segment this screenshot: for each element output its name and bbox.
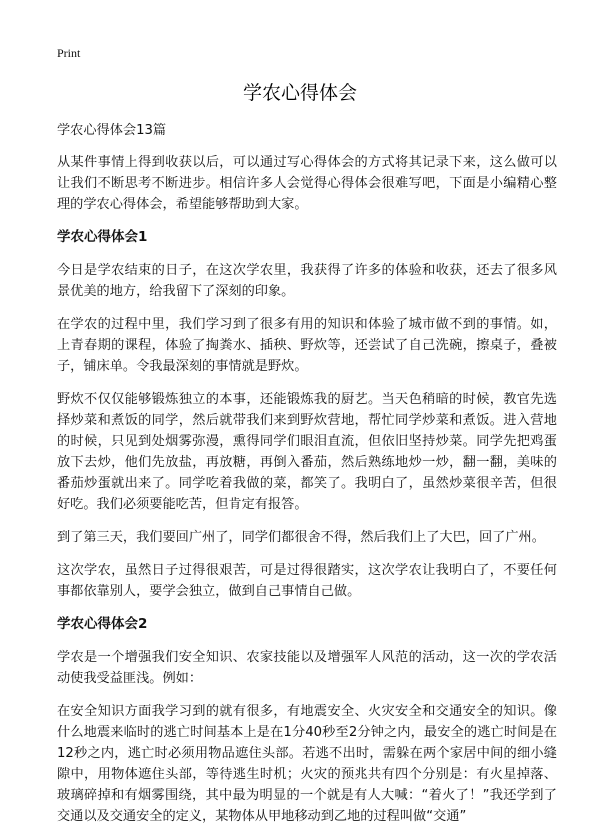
page-title: 学农心得体会 [242,82,357,104]
paragraph: 到了第三天，我们要回广州了，同学们都很舍不得，然后我们上了大巴，回了广州。 [57,530,545,545]
paragraph: 今日是学农结束的日子，在这次学农里，我获得了许多的体验和收获，还去了很多风景优美的地方，给我留下了深刻的印象。 [57,263,557,299]
paragraph: 在学农的过程中里，我们学习到了很多有用的知识和体验了城市做不到的事情。如，上青春期的课程，体验了掏粪水、插秧、野炊等，还尝试了自己洗碗，擦桌子，叠被子，铺床单。令我最深刻的事情就是野炊。 [57,317,557,374]
intro-paragraph: 从某件事情上得到收获以后，可以通过写心得体会的方式将其记录下来，这么做可以让我们不断思考不断进步。相信许多人会觉得心得体会很难写吧，下面是小编精心整理的学农心得体会，希望能够帮助到大家。 [57,155,557,212]
paragraph: 学农是一个增强我们安全知识、农家技能以及增强军人风范的活动，这一次的学农活动使我受益匪浅。例如： [57,650,557,686]
print-link[interactable]: Print [57,46,81,60]
paragraph: 这次学农，虽然日子过得很艰苦，可是过得很踏实，这次学农让我明白了，不要任何事都依靠别人，要学会独立，做到自己事情自己做。 [57,563,557,599]
section-heading: 学农心得体会1 [57,229,148,245]
article-body [57,120,557,839]
article-subtitle: 学农心得体会13篇 [57,123,167,138]
paragraph: 在安全知识方面我学习到的就有很多，有地震安全、火灾安全和交通安全的知识。像什么地震来临时的逃亡时间基本上是在1分40秒至2分钟之内，最安全的逃亡时间是在12秒之内，逃亡时必须用物品遮住头部。若逃不出时，需躲在两个家居中间的细小缝隙中，用物体遮住头部，等待逃生时机；火灾的预兆共有四个分别是：有火星掉落、玻璃碎掉和有烟雾围绕，其中最为明显的一个就是有人大喊：“着火了！”我还学到了交通以及交通安全的定义，某物体从甲地移动到乙地的过程叫做“交通” [57,704,557,824]
paragraph: 野炊不仅仅能够锻炼独立的本事，还能锻炼我的厨艺。当天色稍暗的时候，教官先选择炒菜和煮饭的同学，然后就带我们来到野炊营地，帮忙同学炒菜和煮饭。进入营地的时候，只见到处烟雾弥漫，熏得同学们眼泪直流，但依旧坚持炒菜。同学先把鸡蛋放下去炒，他们先放盐，再放糖，再倒入番茄，然后熟练地炒一炒，翻一翻，美味的番茄炒蛋就出来了。同学吃着我做的菜，都笑了。我明白了，虽然炒菜很辛苦，但很好吃。我们必须要能吃苦，但肯定有报答。 [57,392,557,512]
section-heading: 学农心得体会2 [57,616,148,632]
